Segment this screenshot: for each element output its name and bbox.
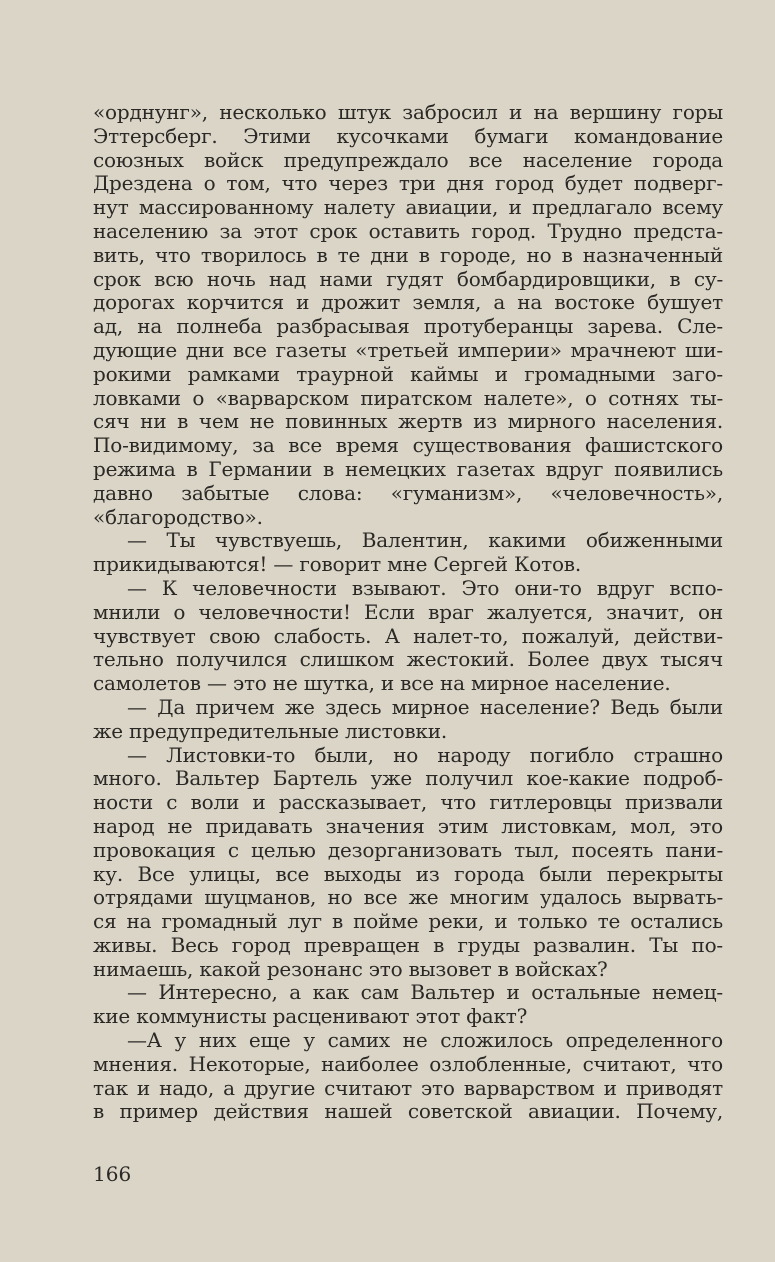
text-line: ся на громадный луг в пойме реки, и только те остались xyxy=(93,909,723,934)
text-line: много. Вальтер Бартель уже получил кое-какие подроб- xyxy=(93,766,723,791)
body-text xyxy=(93,101,723,1124)
text-line: По-видимому, за все время существования фашистского xyxy=(93,433,723,458)
text-line: тельно получился слишком жестокий. Более двух тысяч xyxy=(93,647,723,672)
text-line: дующие дни все газеты «третьей империи» мрачнеют ши- xyxy=(93,337,723,362)
text-line: Дрездена о том, что через три дня город будет подверг- xyxy=(93,171,723,196)
text-line: населению за этот срок оставить город. Трудно предста- xyxy=(93,218,723,243)
text-line: — Да причем же здесь мирное население? Ведь были xyxy=(127,694,723,719)
text-line: — Интересно, а как сам Вальтер и остальные немец- xyxy=(127,980,723,1005)
text-line: режима в Германии в немецких газетах вдруг появились xyxy=(93,456,723,481)
text-line: срок всю ночь над нами гудят бомбардировщики, в су- xyxy=(93,266,723,291)
text-line: нимаешь, какой резонанс это вызовет в войсках? xyxy=(93,956,608,981)
text-line: вить, что творилось в те дни в городе, но в назначенный xyxy=(93,242,723,267)
text-line: в пример действия нашей советской авиации. Почему, xyxy=(93,1099,723,1124)
text-line: самолетов — это не шутка, и все на мирное население. xyxy=(93,671,671,696)
text-line: — Листовки-то были, но народу погибло страшно xyxy=(127,742,723,767)
text-line: дорогах корчится и дрожит земля, а на востоке бушует xyxy=(93,290,723,315)
text-line: кие коммунисты расценивают этот факт? xyxy=(93,1004,528,1029)
text-line: ловками о «варварском пиратском налете», о сотнях ты- xyxy=(93,385,723,410)
text-line: мнения. Некоторые, наиболее озлобленные, считают, что xyxy=(93,1051,723,1076)
text-line: рокими рамками траурной каймы и громадными заго- xyxy=(93,361,723,386)
text-line: провокация с целью дезорганизовать тыл, посеять пани- xyxy=(93,837,723,862)
text-line: — Ты чувствуешь, Валентин, какими обиженными xyxy=(127,528,723,553)
text-line: «орднунг», несколько штук забросил и на вершину горы xyxy=(93,100,723,124)
text-line: мнили о человечности! Если враг жалуется, значит, он xyxy=(93,599,723,624)
text-line: ности с воли и рассказывает, что гитлеровцы призвали xyxy=(93,790,723,815)
text-line: «благородство». xyxy=(93,504,263,529)
text-line: союзных войск предупреждало все население города xyxy=(93,147,723,172)
text-line: — К человечности взывают. Это они-то вдруг вспо- xyxy=(127,575,723,600)
text-line: прикидываются! — говорит мне Сергей Котов. xyxy=(93,552,581,577)
text-line: нут массированному налету авиации, и предлагало всему xyxy=(93,195,723,220)
text-line: же предупредительные листовки. xyxy=(93,718,447,743)
text-line: Эттерсберг. Этими кусочками бумаги командование xyxy=(93,123,723,148)
text-line: давно забытые слова: «гуманизм», «человечность», xyxy=(93,480,723,505)
page-number: 166 xyxy=(93,1162,132,1186)
text-line: чувствует свою слабость. А налет-то, пожалуй, действи- xyxy=(93,623,723,648)
text-line: народ не придавать значения этим листовкам, мол, это xyxy=(93,813,723,838)
text-line: ад, на полнеба разбрасывая протуберанцы зарева. Сле- xyxy=(93,314,723,339)
text-line: сяч ни в чем не повинных жертв из мирного населения. xyxy=(93,409,723,434)
text-line: отрядами шуцманов, но все же многим удалось вырвать- xyxy=(93,885,723,910)
text-line: так и надо, а другие считают это варварством и приводят xyxy=(93,1075,723,1100)
text-line: ку. Все улицы, все выходы из города были перекрыты xyxy=(93,861,723,886)
text-line: —А у них еще у самих не сложилось определенного xyxy=(127,1028,723,1053)
text-line: живы. Весь город превращен в груды развалин. Ты по- xyxy=(93,932,723,957)
